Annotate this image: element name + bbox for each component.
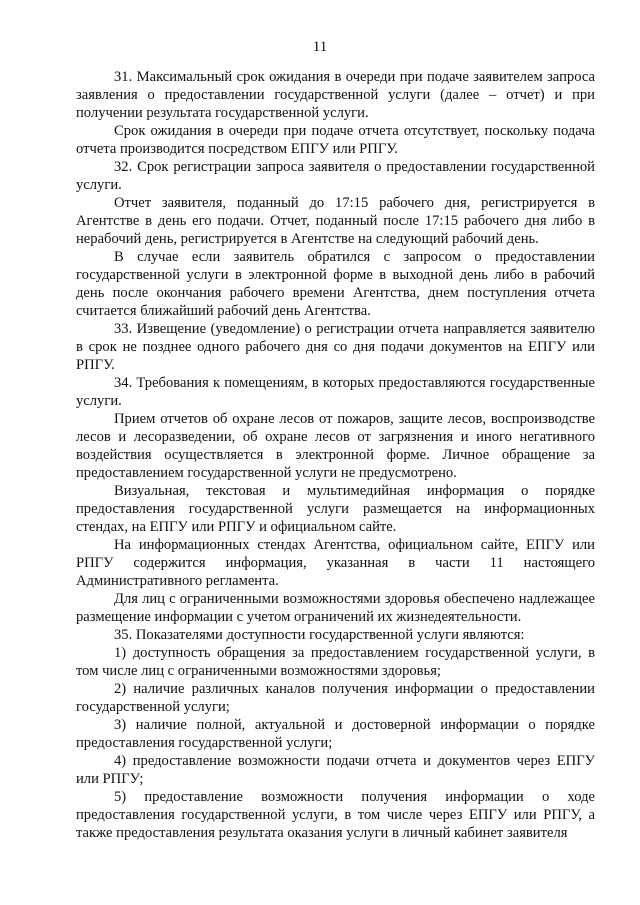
paragraph-32-heading: 32. Срок регистрации запроса заявителя о предоставлении государственной услуги.	[76, 159, 595, 193]
paragraph-35-heading: 35. Показателями доступности государственной услуги являются:	[114, 627, 525, 643]
paragraph-33: 33. Извещение (уведомление) о регистрации отчета направляется заявителю в срок не позднее одного рабочего дня со дня подачи документов на ЕПГУ или РПГУ.	[76, 321, 595, 373]
list-item-3: 3) наличие полной, актуальной и достоверной информации о порядке предоставления государственной услуги;	[76, 717, 595, 751]
paragraph-34-accessibility: Для лиц с ограниченными возможностями здоровья обеспечено надлежащее размещение информации с учетом ограничений их жизнедеятельности.	[76, 591, 595, 625]
paragraph-34-information: Визуальная, текстовая и мультимедийная информация о порядке предоставления государственной услуги размещается на информационных стендах, на ЕПГУ или РПГУ и официальном сайте.	[76, 483, 595, 535]
paragraph-34-reception: Прием отчетов об охране лесов от пожаров, защите лесов, воспроизводстве лесов и лесоразведении, об охране лесов от загрязнения и иного негативного воздействия осуществляется в электронной форме. Личное обращение за предоставлением государственной услуги не предусмотрено.	[76, 411, 595, 481]
document-body	[76, 68, 595, 842]
paragraph-31-heading: 31. Максимальный срок ожидания в очереди при подаче заявителем запроса заявления о предоставлении государственной услуги (далее – отчет) и при получении результата государственной услуги.	[76, 69, 595, 121]
list-item-1: 1) доступность обращения за предоставлением государственной услуги, в том числе лиц с ограниченными возможностями здоровья;	[76, 645, 595, 679]
list-item-2: 2) наличие различных каналов получения информации о предоставлении государственной услуги;	[76, 681, 595, 715]
page-number: 11	[312, 39, 328, 55]
paragraph-32-electronic: В случае если заявитель обратился с запросом о предоставлении государственной услуги в электронной форме в выходной день либо в рабочий день после окончания рабочего времени Агентства, днем поступления отчета считается ближайший рабочий день Агентства.	[76, 249, 595, 319]
paragraph-34-heading: 34. Требования к помещениям, в которых предоставляются государственные услуги.	[76, 375, 595, 409]
paragraph-32-text: Отчет заявителя, поданный до 17:15 рабочего дня, регистрируется в Агентстве в день его подачи. Отчет, поданный после 17:15 рабочего дня либо в нерабочий день, регистрируется в Агентстве на следующий рабочий день.	[76, 195, 595, 247]
list-item-4: 4) предоставление возможности подачи отчета и документов через ЕПГУ или РПГУ;	[76, 753, 595, 787]
list-item-5: 5) предоставление возможности получения информации о ходе предоставления государственной услуги, в том числе через ЕПГУ или РПГУ, а также предоставления результата оказания услуги в личный кабинет заявителя	[76, 789, 595, 841]
paragraph-34-stands: На информационных стендах Агентства, официальном сайте, ЕПГУ или РПГУ содержится информация, указанная в части 11 настоящего Административного регламента.	[76, 537, 595, 589]
paragraph-31-text: Срок ожидания в очереди при подаче отчета отсутствует, поскольку подача отчета производится посредством ЕПГУ или РПГУ.	[76, 123, 595, 157]
